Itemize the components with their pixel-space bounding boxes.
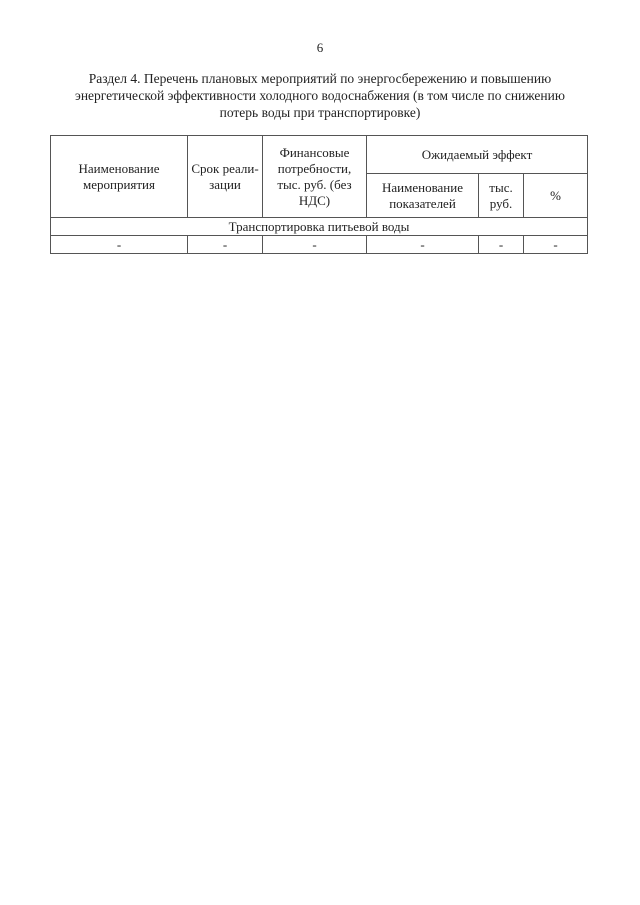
header-period: Срок реали- зации (188, 136, 263, 218)
table-cell: - (524, 236, 588, 254)
header-finance: Финансовые потребности, тыс. руб. (без НДС) (263, 136, 367, 218)
table-header-row (51, 136, 588, 174)
table-cell: - (51, 236, 188, 254)
section-title: Раздел 4. Перечень плановых мероприятий по энергосбережению и повышению энергетической эффективности холодного водоснабжения (в том числе по снижению потерь воды при транспортировке) (75, 71, 565, 120)
header-expected-effect: Ожидаемый эффект (367, 136, 588, 174)
table-cell: - (479, 236, 524, 254)
table-cell: - (367, 236, 479, 254)
header-measure-name: Наименование мероприятия (51, 136, 188, 218)
table-cell: - (188, 236, 263, 254)
table-cell: - (263, 236, 367, 254)
header-indicators: Наименование показателей (367, 174, 479, 218)
page-number: 6 (316, 40, 324, 55)
table-row (51, 236, 588, 254)
header-thousand-rub: тыс. руб. (479, 174, 524, 218)
section-row-label: Транспортировка питьевой воды (51, 218, 588, 236)
header-percent: % (524, 174, 588, 218)
table-section-row (51, 218, 588, 236)
measures-table (50, 135, 588, 254)
